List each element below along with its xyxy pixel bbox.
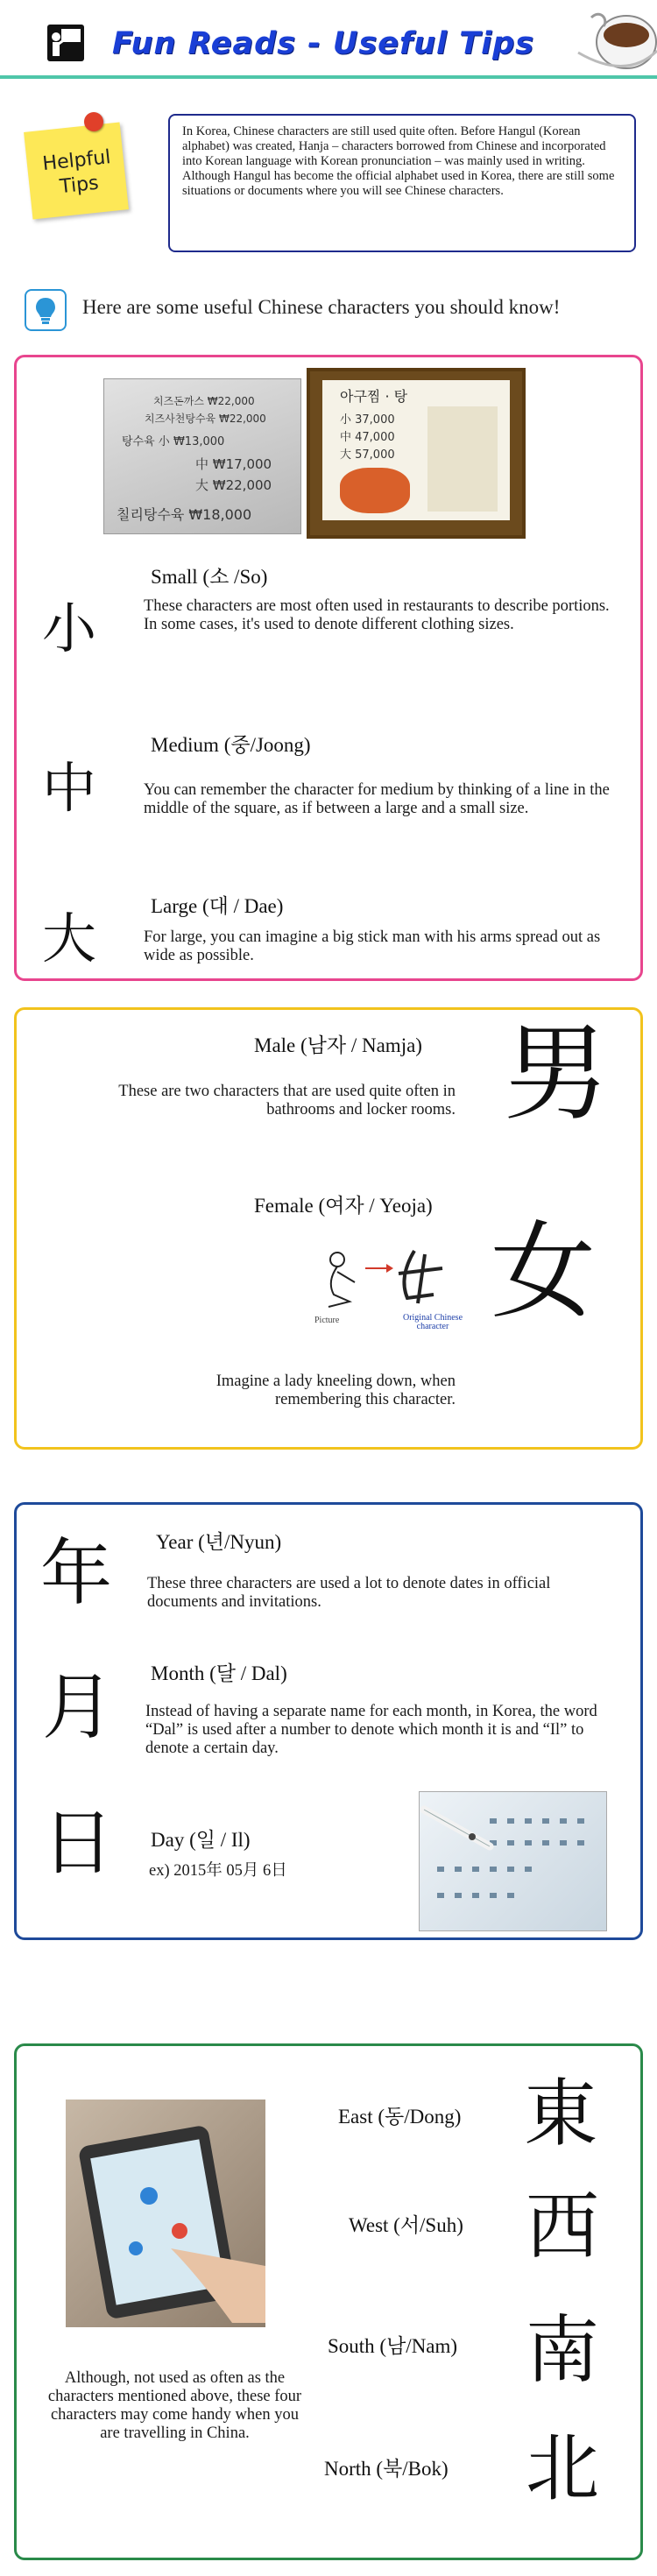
hanja-small: 小 bbox=[42, 596, 97, 660]
year-desc: These three characters are used a lot to denote dates in official documents and invitations. bbox=[147, 1575, 551, 1611]
phone-map-photo bbox=[66, 2100, 265, 2327]
male-title: Male (남자 / Namja) bbox=[254, 1034, 422, 1056]
menu-line: 大 57,000 bbox=[340, 448, 395, 462]
menu-board bbox=[427, 406, 498, 512]
sticky-label-line1: Helpful bbox=[41, 146, 112, 176]
small-desc: These characters are most often used in restaurants to describe portions. In some cases, it's used to denote different clothing sizes. bbox=[144, 597, 610, 633]
month-title: Month (달 / Dal) bbox=[151, 1662, 287, 1684]
menu-line: 치즈돈까스 ₩22,000 bbox=[153, 395, 255, 407]
menu-line: 大 ₩22,000 bbox=[195, 477, 272, 493]
month-desc: Instead of having a separate name for each month, in Korea, the word “Dal” is used after a number to denote which month it is and “Il” to denote a certain day. bbox=[145, 1703, 597, 1757]
small-title: Small (소 /So) bbox=[151, 566, 268, 588]
medium-desc: You can remember the character for medium by thinking of a line in the middle of the square, as if between a large and a small size. bbox=[144, 781, 610, 817]
south-title: South (남/Nam) bbox=[328, 2335, 458, 2357]
page-title: Fun Reads - Useful Tips bbox=[112, 26, 534, 61]
hanja-month: 月 bbox=[42, 1666, 115, 1749]
large-title: Large (대 / Dae) bbox=[151, 895, 284, 917]
male-desc: These are two characters that are used quite often in bathrooms and locker rooms. bbox=[118, 1083, 456, 1119]
large-desc: For large, you can imagine a big stick man with his arms spread out as wide as possible. bbox=[144, 928, 601, 964]
menu-line: 中 47,000 bbox=[340, 431, 395, 444]
intro-text-box bbox=[168, 114, 636, 252]
kneeling-lady-figure bbox=[311, 1242, 464, 1330]
direction-desc: Although, not used as often as the characters mentioned above, these four characters may come handy when you are travelling in China. bbox=[47, 2369, 302, 2442]
hanja-east: 東 bbox=[524, 2071, 598, 2156]
female-title: Female (여자 / Yeoja) bbox=[254, 1195, 433, 1217]
day-title: Day (일 / Il) bbox=[151, 1829, 251, 1851]
coffee-cup-icon bbox=[574, 0, 657, 75]
intro-text: In Korea, Chinese characters are still used quite often. Before Hangul (Korean alphabet) was created, Hanja – characters borrowed from Chinese and incorporated into Korean language with Korean pronunciation – was mainly used in writing. Although Hangul has become the official alphabet used in Korea, there are still some situations or documents where you will see Chinese characters. bbox=[182, 124, 615, 198]
menu-line: 아구찜 · 탕 bbox=[340, 388, 408, 405]
west-title: West (서/Suh) bbox=[349, 2214, 463, 2236]
sticky-label-line2: Tips bbox=[59, 172, 100, 199]
lightbulb-icon bbox=[25, 289, 67, 331]
section-subtitle: Here are some useful Chinese characters you should know! bbox=[82, 296, 561, 318]
hanja-north: 北 bbox=[526, 2425, 600, 2511]
figure-label-original: Original Chinese character bbox=[402, 1313, 463, 1331]
sticky-note-label bbox=[27, 144, 128, 202]
hanja-west: 西 bbox=[526, 2184, 600, 2269]
medium-title: Medium (중/Joong) bbox=[151, 734, 311, 756]
hanja-medium: 中 bbox=[42, 756, 97, 820]
calendar-pen-photo bbox=[419, 1791, 607, 1931]
menu-line: 小 37,000 bbox=[340, 413, 395, 427]
figure-label-picture: Picture bbox=[314, 1316, 340, 1325]
restaurant-sign-photo bbox=[307, 368, 526, 539]
day-example: ex) 2015年 05月 6日 bbox=[149, 1862, 287, 1880]
restaurant-menu-photo bbox=[103, 378, 301, 534]
menu-line: 中 ₩17,000 bbox=[195, 456, 272, 472]
hanja-male: 男 bbox=[504, 1013, 609, 1135]
year-title: Year (년/Nyun) bbox=[156, 1531, 282, 1553]
hanja-large: 大 bbox=[42, 907, 97, 970]
north-title: North (북/Bok) bbox=[324, 2458, 449, 2480]
menu-line: 치즈사천탕수육 ₩22,000 bbox=[145, 413, 266, 425]
female-desc: Imagine a lady kneeling down, when remembering this character. bbox=[215, 1373, 456, 1408]
hanja-south: 南 bbox=[526, 2307, 600, 2393]
hanja-female: 女 bbox=[491, 1211, 596, 1333]
presenter-icon bbox=[47, 25, 84, 61]
hanja-day: 日 bbox=[42, 1802, 115, 1885]
menu-line: 칠리탕수육 ₩18,000 bbox=[117, 506, 252, 523]
hanja-year: 年 bbox=[40, 1532, 113, 1615]
east-title: East (동/Dong) bbox=[338, 2106, 462, 2128]
header-divider bbox=[0, 75, 657, 79]
pushpin-icon bbox=[84, 112, 103, 131]
food-image bbox=[340, 468, 410, 513]
menu-line: 탕수육 小 ₩13,000 bbox=[122, 435, 225, 448]
